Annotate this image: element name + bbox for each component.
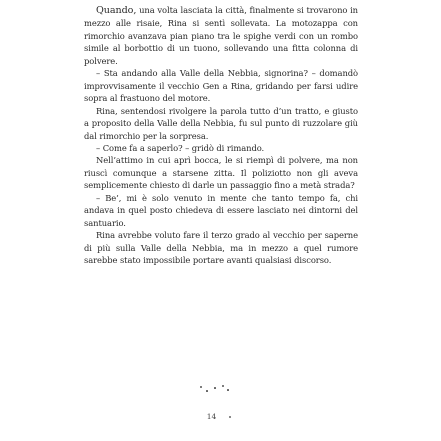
ornament-dot bbox=[214, 387, 216, 389]
paragraph-6: – Be’, mi è solo venuto in mente che tanto tempo fa, chi andava in quel posto chiedeva di essere lasciato nei dintorni del santuario. bbox=[84, 192, 358, 228]
lead-word: Quando, bbox=[96, 5, 137, 16]
folio-dot bbox=[229, 416, 231, 418]
ornament-dot bbox=[227, 389, 229, 391]
paragraph-4: – Come fa a saperlo? – gridò di rimando. bbox=[96, 142, 265, 153]
paragraph-1 bbox=[84, 4, 358, 67]
paragraph-1-rest: una volta lasciata la città, finalmente si trovarono in mezzo alle risaie, Rina si sentì sollevata. La motozappa con rimorchio avanzava pian piano tra le spighe verdi con un rombo simile al borbottio di un tuono, sollevando una fitta colonna di polvere. bbox=[84, 5, 358, 66]
paragraph-5: Nell’attimo in cui aprì bocca, le si riempì di polvere, ma non riuscì comunque a starsene zitta. Il poliziotto non gli aveva semplicemente chiesto di darle un passaggio fino a metà strada? bbox=[84, 155, 358, 191]
ornament-dot bbox=[206, 390, 208, 392]
page-number: 14 bbox=[206, 412, 217, 421]
paragraph-7: Rina avrebbe voluto fare il terzo grado al vecchio per saperne di più sulla Valle della Nebbia, ma in mezzo a quel rumore sarebbe stato impossibile portare avanti qualsiasi discorso. bbox=[84, 230, 358, 266]
ornament-dot bbox=[222, 385, 224, 387]
page-footer bbox=[0, 412, 441, 421]
section-ornament bbox=[200, 384, 230, 404]
ornament-dot bbox=[200, 386, 202, 388]
paragraph-2: – Sta andando alla Valle della Nebbia, signorina? – domandò improvvisamente il vecchio Gen a Rina, gridando per farsi udire sopra al frastuono del motore. bbox=[84, 68, 358, 104]
body-text bbox=[84, 4, 358, 267]
paragraph-3: Rina, sentendosi rivolgere la parola tutto d’un tratto, e giusto a proposito della Valle della Nebbia, fu sul punto di ruzzolare giù dal rimorchio per la sorpresa. bbox=[84, 105, 358, 141]
